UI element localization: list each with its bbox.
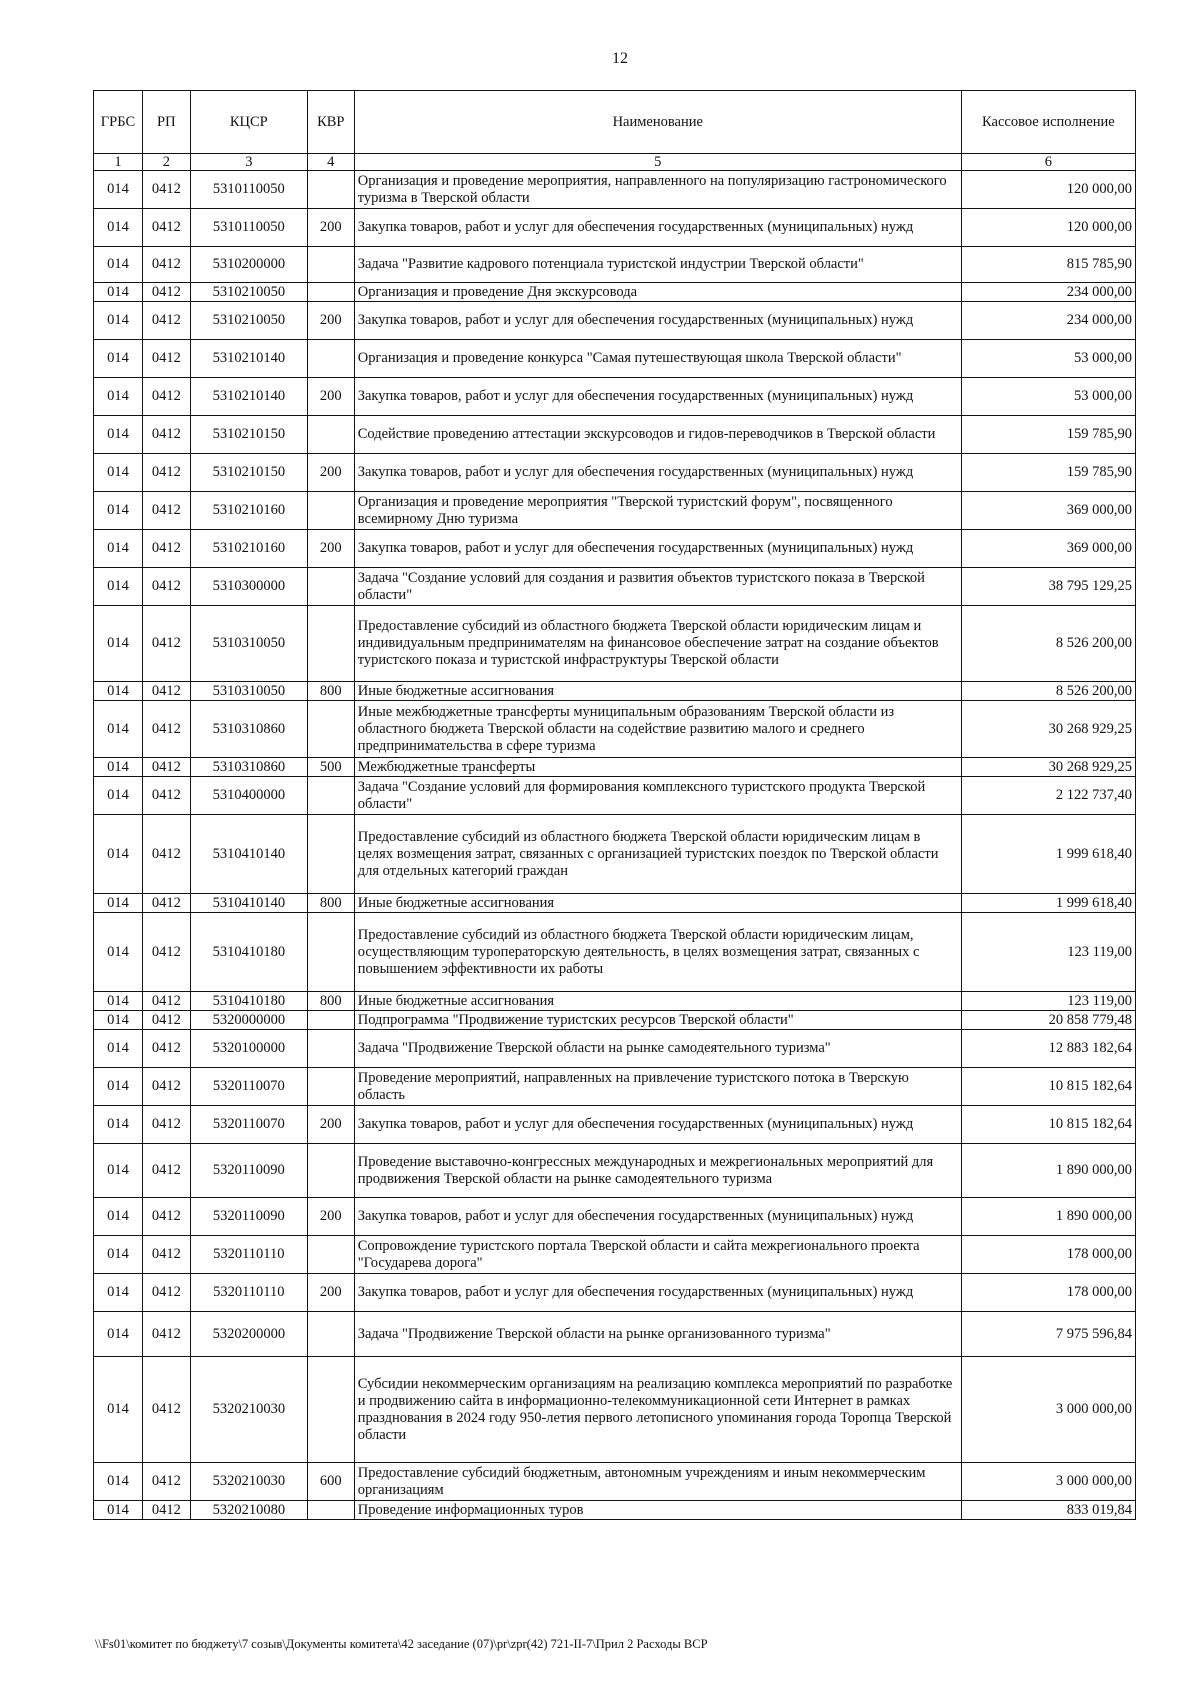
kcsr-cell: 5310310860: [190, 758, 307, 777]
name-cell: Задача "Создание условий для создания и развития объектов туристского показа в Тверской области": [354, 568, 961, 606]
amount-cell: 1 999 618,40: [961, 815, 1135, 894]
grbs-cell: 014: [94, 1501, 143, 1520]
name-cell: Закупка товаров, работ и услуг для обеспечения государственных (муниципальных) нужд: [354, 1274, 961, 1312]
rp-cell: 0412: [142, 1068, 190, 1106]
header-rp: РП: [142, 91, 190, 154]
table-row: [94, 758, 1136, 777]
rp-cell: 0412: [142, 777, 190, 815]
amount-cell: 1 999 618,40: [961, 894, 1135, 913]
rp-cell: 0412: [142, 1274, 190, 1312]
kvr-cell: [307, 492, 354, 530]
header-amount: Кассовое исполнение: [961, 91, 1135, 154]
table-row: [94, 701, 1136, 758]
name-cell: Закупка товаров, работ и услуг для обеспечения государственных (муниципальных) нужд: [354, 454, 961, 492]
table-row: [94, 171, 1136, 209]
table-row: [94, 913, 1136, 992]
amount-cell: 234 000,00: [961, 283, 1135, 302]
kcsr-cell: 5320110110: [190, 1274, 307, 1312]
name-cell: Сопровождение туристского портала Тверской области и сайта межрегионального проекта "Государева дорога": [354, 1236, 961, 1274]
rp-cell: 0412: [142, 1501, 190, 1520]
grbs-cell: 014: [94, 894, 143, 913]
rp-cell: 0412: [142, 894, 190, 913]
header-kcsr: КЦСР: [190, 91, 307, 154]
kvr-cell: 800: [307, 682, 354, 701]
grbs-cell: 014: [94, 492, 143, 530]
rp-cell: 0412: [142, 606, 190, 682]
rp-cell: 0412: [142, 1312, 190, 1357]
table-row: [94, 416, 1136, 454]
amount-cell: 369 000,00: [961, 492, 1135, 530]
kvr-cell: [307, 340, 354, 378]
kcsr-cell: 5320110070: [190, 1106, 307, 1144]
name-cell: Иные бюджетные ассигнования: [354, 894, 961, 913]
column-number: 3: [190, 154, 307, 171]
kvr-cell: [307, 1144, 354, 1198]
kcsr-cell: 5320110090: [190, 1144, 307, 1198]
header-grbs: ГРБС: [94, 91, 143, 154]
name-cell: Предоставление субсидий из областного бюджета Тверской области юридическим лицам, осуществляющим туроператорскую деятельность, в целях возмещения затрат, связанных с повышением эффективности их работы: [354, 913, 961, 992]
kcsr-cell: 5320100000: [190, 1030, 307, 1068]
kcsr-cell: 5310410180: [190, 992, 307, 1011]
kvr-cell: 800: [307, 992, 354, 1011]
rp-cell: 0412: [142, 209, 190, 247]
kvr-cell: [307, 283, 354, 302]
rp-cell: 0412: [142, 340, 190, 378]
column-number: 6: [961, 154, 1135, 171]
grbs-cell: 014: [94, 530, 143, 568]
amount-cell: 10 815 182,64: [961, 1106, 1135, 1144]
table-row: [94, 568, 1136, 606]
grbs-cell: 014: [94, 1357, 143, 1463]
table-row: [94, 454, 1136, 492]
amount-cell: 178 000,00: [961, 1274, 1135, 1312]
grbs-cell: 014: [94, 171, 143, 209]
table-row: [94, 1274, 1136, 1312]
amount-cell: 3 000 000,00: [961, 1357, 1135, 1463]
rp-cell: 0412: [142, 416, 190, 454]
kcsr-cell: 5320110110: [190, 1236, 307, 1274]
rp-cell: 0412: [142, 1144, 190, 1198]
name-cell: Задача "Создание условий для формирования комплексного туристского продукта Тверской области": [354, 777, 961, 815]
table-row: [94, 682, 1136, 701]
kvr-cell: [307, 568, 354, 606]
rp-cell: 0412: [142, 568, 190, 606]
name-cell: Организация и проведение конкурса "Самая путешествующая школа Тверской области": [354, 340, 961, 378]
kvr-cell: [307, 815, 354, 894]
name-cell: Проведение выставочно-конгрессных международных и межрегиональных мероприятий для продвижения Тверской области на рынке самодеятельного туризма: [354, 1144, 961, 1198]
name-cell: Закупка товаров, работ и услуг для обеспечения государственных (муниципальных) нужд: [354, 209, 961, 247]
grbs-cell: 014: [94, 1198, 143, 1236]
kcsr-cell: 5310400000: [190, 777, 307, 815]
name-cell: Иные бюджетные ассигнования: [354, 682, 961, 701]
grbs-cell: 014: [94, 378, 143, 416]
kvr-cell: [307, 606, 354, 682]
rp-cell: 0412: [142, 913, 190, 992]
kcsr-cell: 5310300000: [190, 568, 307, 606]
amount-cell: 8 526 200,00: [961, 606, 1135, 682]
grbs-cell: 014: [94, 1106, 143, 1144]
kcsr-cell: 5310210140: [190, 340, 307, 378]
rp-cell: 0412: [142, 1030, 190, 1068]
grbs-cell: 014: [94, 302, 143, 340]
grbs-cell: 014: [94, 758, 143, 777]
table-row: [94, 378, 1136, 416]
kvr-cell: 800: [307, 894, 354, 913]
name-cell: Закупка товаров, работ и услуг для обеспечения государственных (муниципальных) нужд: [354, 378, 961, 416]
table-row: [94, 340, 1136, 378]
kcsr-cell: 5310210150: [190, 416, 307, 454]
name-cell: Субсидии некоммерческим организациям на реализацию комплекса мероприятий по разработке и продвижению сайта в информационно-телекоммуникационной сети Интернет в рамках празднования в 2024 году 950-летия первого летописного упоминания города Торопца Тверской области: [354, 1357, 961, 1463]
amount-cell: 815 785,90: [961, 247, 1135, 283]
amount-cell: 2 122 737,40: [961, 777, 1135, 815]
kcsr-cell: 5320000000: [190, 1011, 307, 1030]
name-cell: Подпрограмма "Продвижение туристских ресурсов Тверской области": [354, 1011, 961, 1030]
amount-cell: 1 890 000,00: [961, 1144, 1135, 1198]
kvr-cell: [307, 1011, 354, 1030]
rp-cell: 0412: [142, 378, 190, 416]
amount-cell: 159 785,90: [961, 454, 1135, 492]
grbs-cell: 014: [94, 1312, 143, 1357]
table-row: [94, 1106, 1136, 1144]
kcsr-cell: 5310410140: [190, 894, 307, 913]
table-row: [94, 1312, 1136, 1357]
header-name: Наименование: [354, 91, 961, 154]
kvr-cell: 200: [307, 209, 354, 247]
table-row: [94, 1463, 1136, 1501]
kvr-cell: 500: [307, 758, 354, 777]
kcsr-cell: 5310210160: [190, 492, 307, 530]
kvr-cell: [307, 701, 354, 758]
table-row: [94, 1501, 1136, 1520]
grbs-cell: 014: [94, 247, 143, 283]
amount-cell: 123 119,00: [961, 913, 1135, 992]
kcsr-cell: 5310410180: [190, 913, 307, 992]
kcsr-cell: 5320110070: [190, 1068, 307, 1106]
rp-cell: 0412: [142, 1236, 190, 1274]
table-row: [94, 1068, 1136, 1106]
amount-cell: 120 000,00: [961, 209, 1135, 247]
rp-cell: 0412: [142, 815, 190, 894]
table-body: [94, 171, 1136, 1520]
rp-cell: 0412: [142, 1106, 190, 1144]
amount-cell: 53 000,00: [961, 378, 1135, 416]
rp-cell: 0412: [142, 1011, 190, 1030]
grbs-cell: 014: [94, 454, 143, 492]
kvr-cell: [307, 416, 354, 454]
rp-cell: 0412: [142, 758, 190, 777]
amount-cell: 159 785,90: [961, 416, 1135, 454]
rp-cell: 0412: [142, 454, 190, 492]
table-row: [94, 1011, 1136, 1030]
amount-cell: 7 975 596,84: [961, 1312, 1135, 1357]
table-row: [94, 1198, 1136, 1236]
kcsr-cell: 5320210030: [190, 1463, 307, 1501]
name-cell: Межбюджетные трансферты: [354, 758, 961, 777]
grbs-cell: 014: [94, 701, 143, 758]
budget-table: [93, 90, 1136, 1520]
grbs-cell: 014: [94, 1030, 143, 1068]
kvr-cell: [307, 913, 354, 992]
kvr-cell: [307, 247, 354, 283]
name-cell: Организация и проведение мероприятия "Тверской туристский форум", посвященного всемирному Дню туризма: [354, 492, 961, 530]
kcsr-cell: 5310410140: [190, 815, 307, 894]
kcsr-cell: 5310210050: [190, 302, 307, 340]
kcsr-cell: 5310110050: [190, 171, 307, 209]
kcsr-cell: 5310210050: [190, 283, 307, 302]
rp-cell: 0412: [142, 302, 190, 340]
table-row: [94, 283, 1136, 302]
table-row: [94, 530, 1136, 568]
grbs-cell: 014: [94, 1144, 143, 1198]
table-row: [94, 815, 1136, 894]
grbs-cell: 014: [94, 815, 143, 894]
kvr-cell: 200: [307, 1198, 354, 1236]
table-row: [94, 606, 1136, 682]
grbs-cell: 014: [94, 416, 143, 454]
amount-cell: 3 000 000,00: [961, 1463, 1135, 1501]
name-cell: Содействие проведению аттестации экскурсоводов и гидов-переводчиков в Тверской области: [354, 416, 961, 454]
kcsr-cell: 5310210150: [190, 454, 307, 492]
grbs-cell: 014: [94, 777, 143, 815]
rp-cell: 0412: [142, 283, 190, 302]
kvr-cell: 200: [307, 1274, 354, 1312]
kcsr-cell: 5320210030: [190, 1357, 307, 1463]
kcsr-cell: 5320200000: [190, 1312, 307, 1357]
amount-cell: 1 890 000,00: [961, 1198, 1135, 1236]
rp-cell: 0412: [142, 247, 190, 283]
table-header-row: [94, 91, 1136, 154]
kcsr-cell: 5310210140: [190, 378, 307, 416]
kvr-cell: 200: [307, 454, 354, 492]
name-cell: Задача "Продвижение Тверской области на рынке организованного туризма": [354, 1312, 961, 1357]
name-cell: Задача "Развитие кадрового потенциала туристской индустрии Тверской области": [354, 247, 961, 283]
kvr-cell: [307, 1357, 354, 1463]
rp-cell: 0412: [142, 1357, 190, 1463]
grbs-cell: 014: [94, 568, 143, 606]
name-cell: Закупка товаров, работ и услуг для обеспечения государственных (муниципальных) нужд: [354, 302, 961, 340]
name-cell: Закупка товаров, работ и услуг для обеспечения государственных (муниципальных) нужд: [354, 1198, 961, 1236]
rp-cell: 0412: [142, 1463, 190, 1501]
table-row: [94, 1144, 1136, 1198]
grbs-cell: 014: [94, 1274, 143, 1312]
name-cell: Организация и проведение мероприятия, направленного на популяризацию гастрономического туризма в Тверской области: [354, 171, 961, 209]
rp-cell: 0412: [142, 701, 190, 758]
table-row: [94, 247, 1136, 283]
grbs-cell: 014: [94, 283, 143, 302]
rp-cell: 0412: [142, 682, 190, 701]
amount-cell: 30 268 929,25: [961, 758, 1135, 777]
page-number: 12: [612, 50, 628, 67]
column-number: 2: [142, 154, 190, 171]
rp-cell: 0412: [142, 992, 190, 1011]
header-kvr: КВР: [307, 91, 354, 154]
name-cell: Задача "Продвижение Тверской области на рынке самодеятельного туризма": [354, 1030, 961, 1068]
kcsr-cell: 5310310050: [190, 682, 307, 701]
kvr-cell: [307, 1501, 354, 1520]
name-cell: Закупка товаров, работ и услуг для обеспечения государственных (муниципальных) нужд: [354, 530, 961, 568]
file-path-footer: \\Fs01\комитет по бюджету\7 созыв\Документы комитета\42 заседание (07)\pr\zpr(42) 721-II-7\Прил 2 Расходы ВСР: [95, 1637, 708, 1651]
kcsr-cell: 5310210160: [190, 530, 307, 568]
grbs-cell: 014: [94, 606, 143, 682]
name-cell: Предоставление субсидий из областного бюджета Тверской области юридическим лицам и индивидуальным предпринимателям на финансовое обеспечение затрат на создание объектов туристского показа и туристской инфраструктуры Тверской области: [354, 606, 961, 682]
kcsr-cell: 5310200000: [190, 247, 307, 283]
amount-cell: 234 000,00: [961, 302, 1135, 340]
name-cell: Закупка товаров, работ и услуг для обеспечения государственных (муниципальных) нужд: [354, 1106, 961, 1144]
column-number: 5: [354, 154, 961, 171]
table-row: [94, 777, 1136, 815]
name-cell: Предоставление субсидий из областного бюджета Тверской области юридическим лицам в целях возмещения затрат, связанных с организацией туристских поездок по Тверской области для отдельных категорий граждан: [354, 815, 961, 894]
name-cell: Предоставление субсидий бюджетным, автономным учреждениям и иным некоммерческим организациям: [354, 1463, 961, 1501]
amount-cell: 369 000,00: [961, 530, 1135, 568]
kvr-cell: 200: [307, 1106, 354, 1144]
rp-cell: 0412: [142, 530, 190, 568]
kvr-cell: [307, 777, 354, 815]
amount-cell: 20 858 779,48: [961, 1011, 1135, 1030]
name-cell: Проведение мероприятий, направленных на привлечение туристского потока в Тверскую область: [354, 1068, 961, 1106]
grbs-cell: 014: [94, 1463, 143, 1501]
kvr-cell: [307, 171, 354, 209]
kcsr-cell: 5320110090: [190, 1198, 307, 1236]
grbs-cell: 014: [94, 913, 143, 992]
kvr-cell: [307, 1236, 354, 1274]
kcsr-cell: 5310310860: [190, 701, 307, 758]
amount-cell: 38 795 129,25: [961, 568, 1135, 606]
amount-cell: 123 119,00: [961, 992, 1135, 1011]
amount-cell: 833 019,84: [961, 1501, 1135, 1520]
kvr-cell: 200: [307, 302, 354, 340]
kvr-cell: [307, 1312, 354, 1357]
grbs-cell: 014: [94, 1236, 143, 1274]
grbs-cell: 014: [94, 682, 143, 701]
table-row: [94, 302, 1136, 340]
name-cell: Иные бюджетные ассигнования: [354, 992, 961, 1011]
column-number: 1: [94, 154, 143, 171]
amount-cell: 10 815 182,64: [961, 1068, 1135, 1106]
column-number-row: [94, 154, 1136, 171]
amount-cell: 120 000,00: [961, 171, 1135, 209]
kvr-cell: 200: [307, 530, 354, 568]
grbs-cell: 014: [94, 1068, 143, 1106]
table-row: [94, 1357, 1136, 1463]
table-row: [94, 1030, 1136, 1068]
grbs-cell: 014: [94, 209, 143, 247]
name-cell: Проведение информационных туров: [354, 1501, 961, 1520]
amount-cell: 12 883 182,64: [961, 1030, 1135, 1068]
table-row: [94, 992, 1136, 1011]
table-row: [94, 492, 1136, 530]
table-row: [94, 209, 1136, 247]
kvr-cell: [307, 1030, 354, 1068]
name-cell: Организация и проведение Дня экскурсовода: [354, 283, 961, 302]
grbs-cell: 014: [94, 1011, 143, 1030]
table-row: [94, 1236, 1136, 1274]
amount-cell: 8 526 200,00: [961, 682, 1135, 701]
rp-cell: 0412: [142, 492, 190, 530]
grbs-cell: 014: [94, 340, 143, 378]
kcsr-cell: 5310110050: [190, 209, 307, 247]
kcsr-cell: 5310310050: [190, 606, 307, 682]
grbs-cell: 014: [94, 992, 143, 1011]
kcsr-cell: 5320210080: [190, 1501, 307, 1520]
name-cell: Иные межбюджетные трансферты муниципальным образованиям Тверской области из областного бюджета Тверской области на содействие развитию малого и среднего предпринимательства в сфере туризма: [354, 701, 961, 758]
amount-cell: 30 268 929,25: [961, 701, 1135, 758]
rp-cell: 0412: [142, 171, 190, 209]
kvr-cell: 600: [307, 1463, 354, 1501]
amount-cell: 178 000,00: [961, 1236, 1135, 1274]
kvr-cell: 200: [307, 378, 354, 416]
column-number: 4: [307, 154, 354, 171]
kvr-cell: [307, 1068, 354, 1106]
amount-cell: 53 000,00: [961, 340, 1135, 378]
table-row: [94, 894, 1136, 913]
rp-cell: 0412: [142, 1198, 190, 1236]
